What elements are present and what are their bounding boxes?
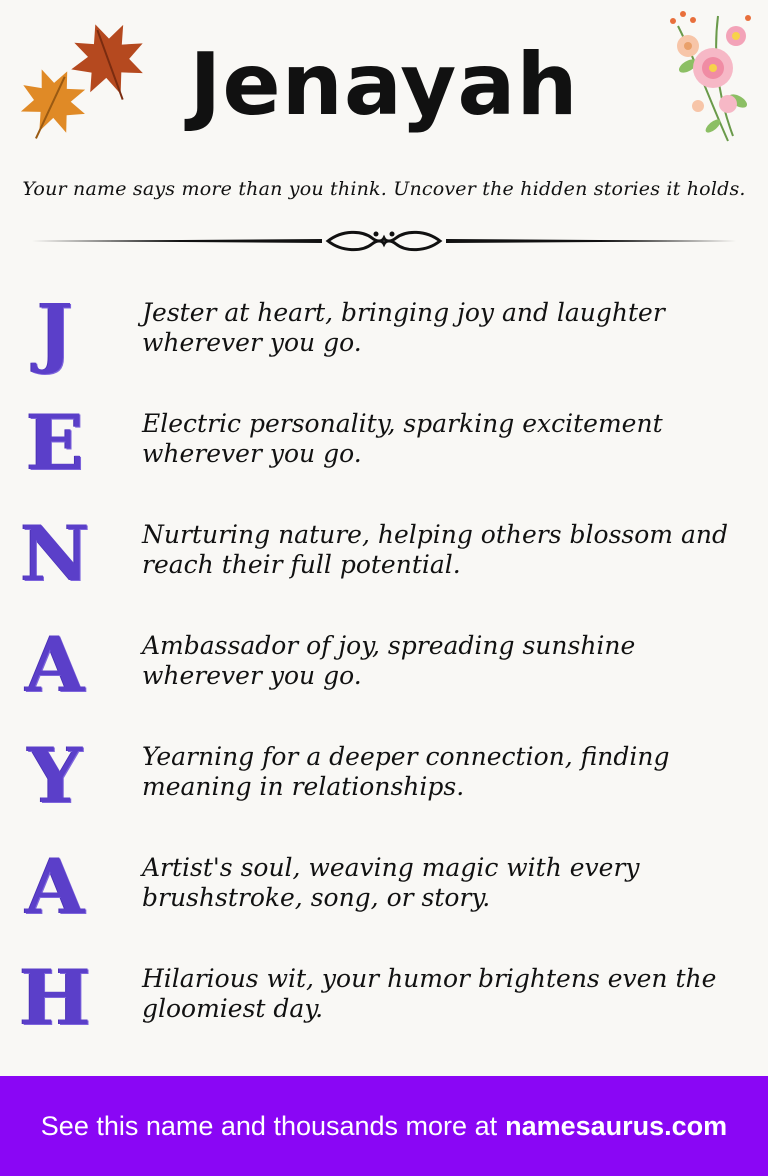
list-item xyxy=(0,287,768,390)
initial-letter: A xyxy=(25,842,85,931)
initial-letter: A xyxy=(25,620,85,709)
initial-letter: Y xyxy=(27,731,83,820)
letter-description: Hilarious wit, your humor brightens even the gloomiest day. xyxy=(142,964,717,1023)
site-link[interactable]: namesaurus.com xyxy=(505,1110,728,1141)
letter-description: Nurturing nature, helping others blossom and reach their full potential. xyxy=(142,520,728,579)
initial-letter: J xyxy=(37,287,73,376)
initial-letter: E xyxy=(26,398,84,487)
page-title: Jenayah xyxy=(189,35,579,135)
letter-description: Yearning for a deeper connection, finding meaning in relationships. xyxy=(142,742,670,801)
list-item xyxy=(0,620,768,723)
list-item xyxy=(0,953,768,1056)
letter-description: Jester at heart, bringing joy and laughter wherever you go. xyxy=(142,298,665,357)
list-item xyxy=(0,731,768,834)
letter-description: Electric personality, sparking excitement wherever you go. xyxy=(142,409,663,468)
initial-letter: H xyxy=(19,953,91,1042)
ornamental-divider-icon xyxy=(32,228,736,254)
letter-description: Ambassador of joy, spreading sunshine wherever you go. xyxy=(142,631,636,690)
letter-description: Artist's soul, weaving magic with every brushstroke, song, or story. xyxy=(142,853,640,912)
tagline: Your name says more than you think. Uncover the hidden stories it holds. xyxy=(22,178,746,200)
list-item xyxy=(0,398,768,501)
list-item xyxy=(0,509,768,612)
list-item xyxy=(0,842,768,945)
initial-letter: N xyxy=(20,509,90,598)
footer-text: See this name and thousands more at xyxy=(40,1110,498,1141)
footer-banner[interactable] xyxy=(0,1076,768,1176)
